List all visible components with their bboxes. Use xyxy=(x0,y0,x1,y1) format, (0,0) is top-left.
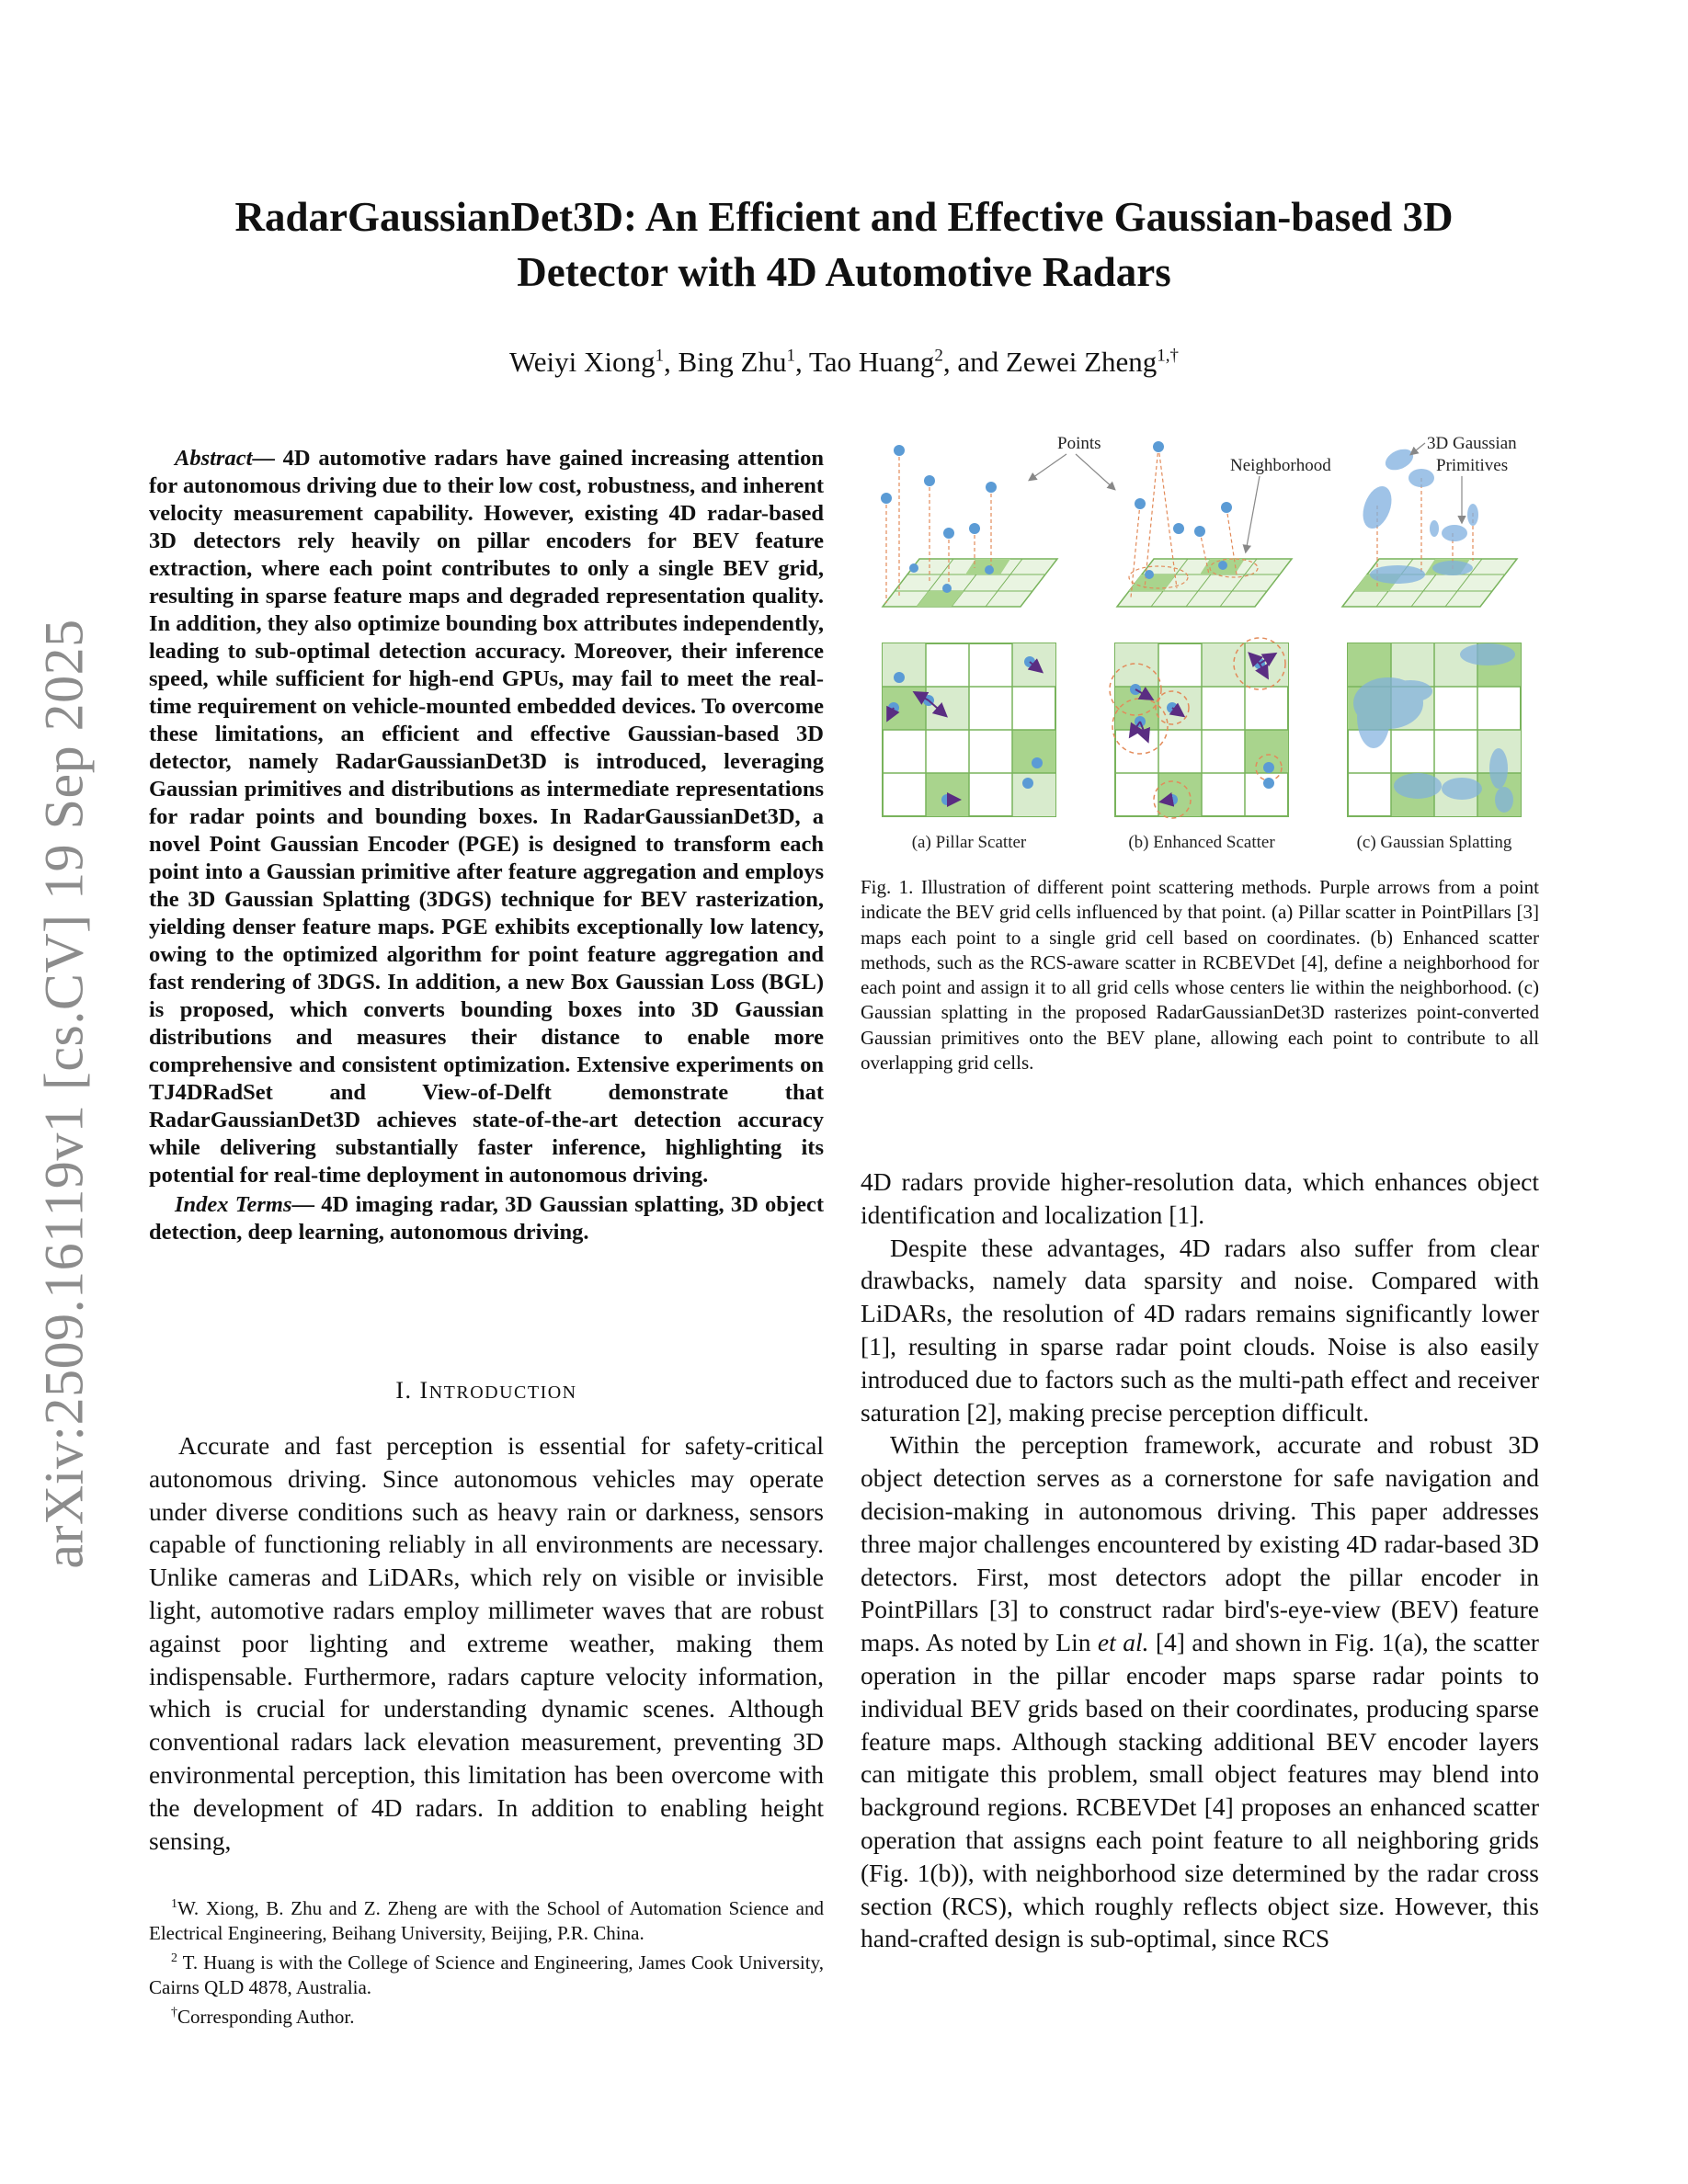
author-affiliation: 1,† xyxy=(1157,346,1180,366)
abstract-label: Abstract xyxy=(175,446,253,471)
footnote-text: T. Huang is with the College of Science and Engineering, James Cook University, Cairns QLD 4878, Australia. xyxy=(149,1951,824,1998)
body-text-segment: Within the perception framework, accurate and robust 3D object detection serves as a cornerstone for safe navigation and decision-making in autonomous driving. This paper addresses three major challenges encountered by existing 4D radar-based 3D detectors. First, most detectors adopt the pillar encoder in PointPillars [3] to construct radar bird's-eye-view (BEV) feature maps. As noted by Lin xyxy=(861,1430,1539,1657)
panel-a-3d-view xyxy=(881,445,1057,607)
body-text-italic: et al. xyxy=(1097,1628,1149,1657)
panel-a-bev-grid xyxy=(883,643,1055,852)
footnotes xyxy=(149,1892,824,2030)
body-text-segment: [4] and shown in Fig. 1(a), the scatter operation in the pillar encoder maps sparse radar points to individual BEV grids based on their coordinates, producing sparse feature maps. Although stacking additional BEV encoder layers can mitigate this problem, small object features may blend into background regions. RCBEVDet [4] proposes an enhanced scatter operation that assigns each point feature to all neighboring grids (Fig. 1(b)), with neighborhood size determined by the radar cross section (RCS), which roughly reflects object size. However, this hand-crafted design is sub-optimal, since RCS xyxy=(861,1628,1539,1953)
author-affiliation: 1 xyxy=(655,346,664,366)
author-affiliation: 1 xyxy=(786,346,795,366)
title-line-2: Detector with 4D Automotive Radars xyxy=(517,249,1171,295)
panel-b-bev-grid xyxy=(1110,638,1288,852)
footnote xyxy=(149,1946,824,2000)
body-paragraph: 4D radars provide higher-resolution data, which enhances object identification and localization [1]. xyxy=(861,1167,1539,1229)
footnote-text: Corresponding Author. xyxy=(177,2006,355,2028)
section-title: NTRODUCTION xyxy=(428,1382,577,1403)
index-terms-label: Index Terms xyxy=(175,1192,292,1217)
subfigure-label-c: (c) Gaussian Splatting xyxy=(1356,833,1512,852)
abstract-paragraph xyxy=(149,445,824,1189)
footnote xyxy=(149,2000,824,2030)
label-gaussian-line1: 3D Gaussian xyxy=(1427,434,1517,453)
footnote-text: W. Xiong, B. Zhu and Z. Zheng are with the School of Automation Science and Electrical Engineering, Beihang University, Beijing, P.R. China. xyxy=(149,1897,824,1944)
label-neighborhood: Neighborhood xyxy=(1230,456,1331,475)
subfigure-label-b: (b) Enhanced Scatter xyxy=(1128,833,1275,852)
author-name: Tao Huang xyxy=(808,346,935,378)
intro-left-column xyxy=(149,1429,824,1857)
figure-1-diagram xyxy=(855,423,1545,855)
intro-right-column xyxy=(861,1166,1539,1955)
author-list xyxy=(138,346,1550,379)
section-heading-introduction xyxy=(149,1377,824,1405)
label-gaussian-line2: Primitives xyxy=(1436,456,1509,475)
footnote-mark: 2 xyxy=(171,1951,177,1965)
section-number: I. I xyxy=(395,1377,429,1404)
label-points: Points xyxy=(1057,434,1101,453)
body-paragraph: Despite these advantages, 4D radars also suffer from clear drawbacks, namely data sparsity and noise. Compared with LiDARs, the resolution of 4D radars remains significantly lower [1], resulting in sparse radar point clouds. Noise is also easily introduced due to factors such as the multi-path effect and receiver saturation [2], making precise perception difficult. xyxy=(861,1233,1539,1427)
abstract-text: — 4D automotive radars have gained increasing attention for autonomous driving due to their low cost, robustness, and inherent velocity measurement capability. However, existing 4D radar-based 3D detectors rely heavily on pillar encoders for BEV feature extraction, where each point contributes to only a single BEV grid, resulting in sparse feature maps and degraded representation quality. In addition, they also optimize bounding box attributes independently, leading to sub-optimal detection accuracy. Moreover, their inference speed, while sufficient for high-end GPUs, may fail to meet the real-time requirement on vehicle-mounted embedded devices. To overcome these limitations, an efficient and effective Gaussian-based 3D detector, namely RadarGaussianDet3D is introduced, leveraging Gaussian primitives and distributions as intermediate representations for radar points and bounding boxes. In RadarGaussianDet3D, a novel Point Gaussian Encoder (PGE) is designed to transform each point into a Gaussian primitive after feature aggregation and employs the 3D Gaussian Splatting (3DGS) technique for BEV rasterization, yielding denser feature maps. PGE exhibits exceptionally low latency, owing to the optimized algorithm for point feature aggregation and fast rendering of 3DGS. In addition, a new Box Gaussian Loss (BGL) is proposed, which converts bounding boxes into 3D Gaussian distributions and measures their distance to enable more comprehensive and consistent optimization. Extensive experiments on TJ4DRadSet and View-of-Delft demonstrate that RadarGaussianDet3D achieves state-of-the-art detection accuracy while delivering substantially faster inference, highlighting its potential for real-time deployment in autonomous driving. xyxy=(149,446,824,1188)
footnote-mark: † xyxy=(171,2006,177,2019)
author-separator: , and xyxy=(942,346,1006,378)
paper-title xyxy=(138,189,1550,300)
arxiv-stamp xyxy=(18,607,110,1581)
abstract xyxy=(149,445,824,1246)
title-line-1: RadarGaussianDet3D: An Efficient and Effective Gaussian-based 3D xyxy=(234,194,1454,240)
subfigure-label-a: (a) Pillar Scatter xyxy=(911,833,1027,852)
author-name: Weiyi Xiong xyxy=(508,346,656,378)
footnote xyxy=(149,1892,824,1946)
figure-1-caption: Fig. 1. Illustration of different point scattering methods. Purple arrows from a point indicate the BEV grid cells influenced by that point. (a) Pillar scatter in PointPillars [3] maps each point to a single grid cell based on coordinates. (b) Enhanced scatter methods, such as the RCS-aware scatter in RCBEVDet [4], define a neighborhood for each point and assign it to all grid cells whose centers lie within the neighborhood. (c) Gaussian splatting in the proposed RadarGaussianDet3D rasterizes point-converted Gaussian primitives onto the BEV plane, allowing each point to contribute to all overlapping grid cells. xyxy=(861,876,1539,1075)
author-separator: , xyxy=(663,346,679,378)
index-terms xyxy=(149,1191,824,1246)
index-terms-text: — 4D imaging radar, 3D Gaussian splatting, 3D object detection, deep learning, autonomous driving. xyxy=(149,1192,824,1245)
figure-1 xyxy=(855,423,1545,855)
author-separator: , xyxy=(794,346,809,378)
author-name: Zewei Zheng xyxy=(1005,346,1158,378)
panel-c-bev-grid xyxy=(1348,643,1521,852)
body-paragraph xyxy=(861,1428,1539,1955)
arxiv-id: arXiv:2509.16119v1 [cs.CV] 19 Sep 2025 xyxy=(33,619,95,1569)
footnote-mark: 1 xyxy=(171,1897,177,1911)
body-paragraph: Accurate and fast perception is essential for safety-critical autonomous driving. Since autonomous vehicles may operate under diverse conditions such as heavy rain or darkness, sensors capable of functioning reliably in all environments are necessary. Unlike cameras and LiDARs, which rely on visible or invisible light, automotive radars employ millimeter waves that are robust against poor lighting and extreme weather, making them indispensable. Furthermore, radars capture velocity information, which is crucial for understanding dynamic scenes. Although conventional radars lack elevation measurement, preventing 3D environmental perception, this limitation has been overcome with the development of 4D radars. In addition to enabling height sensing, xyxy=(149,1431,824,1855)
author-affiliation: 2 xyxy=(934,346,943,366)
author-name: Bing Zhu xyxy=(678,346,787,378)
